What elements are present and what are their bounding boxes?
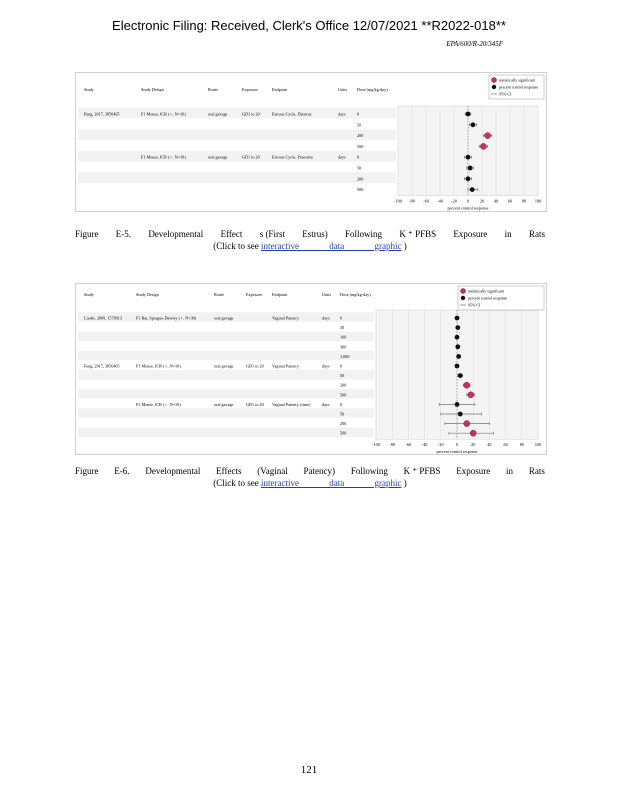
column-header: Endpoint (272, 87, 288, 92)
column-header: Study (84, 87, 94, 92)
legend-label: statistically significant (499, 77, 536, 83)
data-point (455, 335, 460, 340)
caption-word: Figure (75, 466, 99, 476)
axis-tick-label: 0 (466, 198, 470, 204)
axis-label: percent control response (436, 449, 478, 454)
data-point (458, 412, 463, 417)
row-band (78, 129, 396, 140)
caption-word: in (506, 466, 514, 476)
caption-click-text: (Click to see (213, 241, 259, 251)
axis-tick-label: -100 (372, 442, 380, 448)
cell-study: Burg, 2017, 3856465 (84, 111, 120, 117)
cell-dose: 0 (357, 154, 360, 160)
row-band (78, 370, 374, 380)
cell-units: days (322, 315, 330, 321)
legend-point-marker (461, 296, 465, 300)
significant-point (470, 430, 476, 436)
caption-word: Figure (75, 229, 99, 239)
page-number: 121 (300, 764, 318, 776)
axis-tick-label: 20 (471, 442, 476, 448)
axis-tick-label: 80 (519, 442, 524, 448)
caption-word: Effect (220, 229, 243, 239)
figure-e6-caption (75, 466, 545, 488)
axis-tick-label: -40 (421, 442, 428, 448)
caption-word: s (First (259, 229, 285, 239)
cell-dose: 0 (340, 363, 343, 369)
cell-route: oral gavage (214, 315, 234, 321)
significant-point (468, 392, 474, 398)
cell-dose: 200 (340, 421, 347, 427)
caption-close-paren: ) (403, 478, 407, 488)
caption-word: Following (350, 466, 388, 476)
axis-tick-label: -80 (389, 442, 395, 448)
cell-study: Feng, 2017, 3856465 (84, 363, 120, 369)
caption-word: Exposure (453, 229, 488, 239)
cell-design: F1 Mouse, ICR (♀, N=10) (136, 401, 181, 407)
data-point (468, 166, 473, 171)
cell-endpoint: Estrous Cycle, Proestrus (272, 154, 314, 160)
caption-word: Rats (528, 229, 545, 239)
axis-tick-label: 100 (534, 198, 542, 204)
cell-endpoint: Estrous Cycle, Diestrus (272, 111, 312, 117)
cell-dose: 50 (340, 373, 345, 379)
row-band (78, 408, 374, 418)
axis-tick-label: -80 (409, 198, 415, 204)
axis-tick-label: -60 (405, 442, 412, 448)
caption-close-paren: ) (403, 241, 407, 251)
cell-dose: 500 (340, 392, 347, 398)
data-point (470, 187, 475, 192)
column-header: Study (84, 292, 94, 297)
cell-dose: 500 (340, 430, 347, 436)
cell-design: F1 Mouse, ICR (♀, N=10) (136, 363, 181, 369)
data-point (466, 155, 471, 160)
row-band (78, 108, 396, 119)
cell-dose: 0 (340, 401, 343, 407)
data-point (466, 112, 471, 117)
legend-label: statistically significant (468, 288, 505, 294)
caption-word: Developmental (145, 466, 201, 476)
row-band (78, 351, 374, 361)
data-point (456, 354, 461, 359)
caption-word: Effects (216, 466, 242, 476)
column-header: Endpoint (272, 292, 288, 297)
cell-dose: 100 (340, 334, 347, 340)
cell-route: oral gavage (214, 401, 234, 407)
data-point (455, 316, 460, 321)
cell-dose: 300 (340, 344, 347, 350)
caption-word: E-5. (115, 229, 132, 239)
row-band (78, 389, 374, 399)
cell-dose: 500 (357, 187, 364, 193)
axis-tick-label: 60 (507, 198, 513, 204)
column-header: Study Design (136, 292, 159, 297)
cell-units: days (322, 363, 330, 369)
axis-tick-label: -20 (451, 198, 457, 204)
axis-tick-label: 60 (503, 442, 508, 448)
caption-link-line (75, 478, 545, 488)
forest-plot-e6 (76, 284, 546, 454)
legend-significant-marker (461, 289, 466, 294)
legend-label: 95% CI (499, 91, 512, 97)
axis-tick-label: 80 (521, 198, 527, 204)
caption-link-line (75, 241, 545, 251)
interactive-graphic-link[interactable]: interactive data graphic (261, 241, 402, 251)
data-point (458, 373, 463, 378)
column-header: Route (214, 292, 225, 297)
caption-word: K ⁺ PFBS (403, 466, 441, 476)
legend-label: 95% CI (468, 302, 481, 308)
cell-units: days (338, 111, 346, 117)
column-header: Dose (mg/kg-day) (357, 87, 388, 92)
cell-route: oral gavage (208, 111, 228, 117)
data-point (455, 402, 460, 407)
cell-dose: 50 (357, 122, 362, 128)
legend-label: percent control response (499, 84, 539, 90)
legend-point-marker (492, 85, 496, 89)
figure-e5-chart (75, 72, 547, 212)
axis-tick-label: 100 (534, 442, 542, 448)
data-point (455, 325, 460, 330)
cell-units: days (338, 154, 346, 160)
cell-design: F1 Mouse, ICR (♀, N=10) (141, 111, 186, 117)
axis-tick-label: 40 (487, 442, 492, 448)
cell-dose: 200 (340, 382, 347, 388)
figure-e5-caption (75, 229, 545, 251)
caption-word: Following (345, 229, 383, 239)
column-header: Units (322, 292, 332, 297)
cell-dose: 30 (340, 325, 345, 331)
column-header: Route (208, 87, 219, 92)
column-header: Study Design (141, 87, 164, 92)
cell-exposure: GD1 to 20 (246, 401, 264, 407)
row-band (78, 151, 396, 162)
cell-dose: 0 (357, 111, 360, 117)
cell-dose: 50 (340, 411, 345, 417)
cell-units: days (322, 401, 330, 407)
axis-tick-label: -100 (394, 198, 402, 204)
cell-exposure: GD1 to 20 (246, 363, 264, 369)
column-header: Exposure (246, 292, 262, 297)
significant-point (485, 133, 491, 139)
caption-title-line (75, 229, 545, 240)
significant-point (464, 382, 470, 388)
axis-tick-label: -40 (437, 198, 443, 204)
cell-dose: 1,000 (340, 353, 350, 359)
legend-label: percent control response (468, 295, 508, 301)
data-point (455, 344, 460, 349)
caption-word: K ⁺ PFBS (399, 229, 437, 239)
axis-tick-label: 20 (479, 198, 485, 204)
axis-tick-label: -60 (423, 198, 429, 204)
caption-word: Rats (528, 466, 545, 476)
caption-word: Developmental (148, 229, 204, 239)
data-point (471, 122, 476, 127)
cell-dose: 500 (357, 143, 364, 149)
document-id: EPA/600/R-20/345F (446, 40, 503, 48)
cell-endpoint: Vaginal Patency (272, 363, 300, 369)
cell-study: Lieder, 2009, 1578913 (84, 315, 122, 321)
cell-exposure: GD1 to 20 (242, 154, 260, 160)
figure-e6-chart (75, 283, 547, 455)
significant-point (480, 143, 486, 149)
axis-tick-label: -20 (438, 442, 444, 448)
cell-design: F1 Mouse, ICR (♀, N=10) (141, 154, 186, 160)
forest-plot-e5 (76, 73, 546, 211)
caption-word: (Vaginal (257, 466, 288, 476)
significant-point (464, 421, 470, 427)
data-point (466, 176, 471, 181)
caption-click-text: (Click to see (213, 478, 259, 488)
cell-route: oral gavage (208, 154, 228, 160)
row-band (78, 172, 396, 183)
column-header: Units (338, 87, 348, 92)
data-point (455, 364, 460, 369)
axis-label: percent control response (447, 205, 489, 211)
interactive-graphic-link[interactable]: interactive data graphic (261, 478, 402, 488)
axis-tick-label: 40 (493, 198, 499, 204)
cell-dose: 50 (357, 165, 362, 171)
caption-word: Exposure (456, 466, 491, 476)
cell-design: F1 Rat, Sprague-Dawley (♀, N=30) (136, 315, 197, 321)
column-header: Dose (mg/kg-day) (340, 292, 371, 297)
caption-word: Estrus) (302, 229, 328, 239)
caption-word: in (504, 229, 512, 239)
axis-tick-label: 0 (455, 442, 459, 448)
cell-exposure: GD1 to 20 (242, 111, 260, 117)
cell-route: oral gavage (214, 363, 234, 369)
caption-word: Patency) (303, 466, 336, 476)
caption-word: E-6. (114, 466, 130, 476)
cell-dose: 200 (357, 176, 364, 182)
cell-endpoint: Vaginal Patency (272, 315, 300, 321)
legend-significant-marker (492, 78, 497, 83)
cell-endpoint: Vaginal Patency (time) (272, 401, 311, 407)
caption-title-line (75, 466, 545, 477)
column-header: Exposure (242, 87, 258, 92)
cell-dose: 200 (357, 133, 364, 139)
row-band (78, 331, 374, 341)
row-band (78, 427, 374, 437)
cell-dose: 0 (340, 315, 343, 321)
filing-header: Electronic Filing: Received, Clerk's Office 12/07/2021 **R2022-018** (112, 18, 506, 33)
